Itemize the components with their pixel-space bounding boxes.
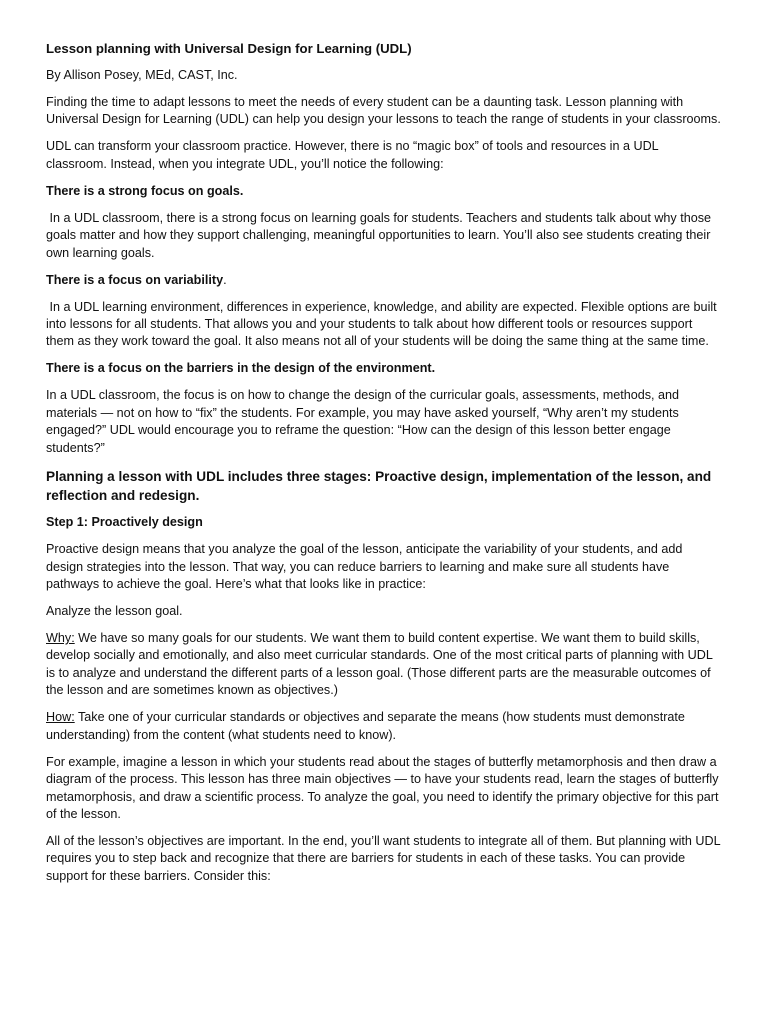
example-paragraph: For example, imagine a lesson in which your students read about the stages of butterfly metamorphosis and then draw a diagram of the process. This lesson has three main objectives — to have your students read, learn the stages of butterfly metamorphosis, and draw a scientific process. To analyze the goal, you need to identify the primary objective for this part of the lesson. [46, 754, 719, 821]
how-label: How: [46, 710, 75, 725]
focus-goals-heading: There is a strong focus on goals. [46, 183, 244, 198]
intro-paragraph: Finding the time to adapt lessons to meet the needs of every student can be a daunting task. Lesson planning with Universal Design for Learning (UDL) can help you design your lessons to teach the range of students in your classrooms. [46, 95, 721, 127]
step1-paragraph: Proactive design means that you analyze the goal of the lesson, anticipate the variability of your students, and add design strategies into the lesson. That way, you can reduce barriers to learning and make sure all students have pathways to achieve the goal. Here’s what that looks like in practice: [46, 542, 683, 592]
focus-variability-heading-line [46, 272, 722, 289]
focus-variability-paragraph: In a UDL learning environment, differences in experience, knowledge, and ability are expected. Flexible options are built into lessons for all students. That allows you and your students to talk about how different tools or resources support them as they work toward the goal. It also means not all of your students will be doing the same thing at the same time. [46, 299, 721, 349]
why-paragraph [46, 630, 722, 700]
focus-barriers-paragraph: In a UDL classroom, the focus is on how to change the design of the curricular goals, assessments, methods, and materials — not on how to “fix” the students. For example, you may have asked yourself, “Why aren’t my students engaged?” UDL would encourage you to reframe the question: “How can the design of this lesson better engage students?” [46, 388, 680, 455]
how-paragraph [46, 709, 722, 744]
focus-variability-heading: There is a focus on variability [46, 272, 224, 287]
how-body: Take one of your curricular standards or objectives and separate the means (how students must demonstrate understanding) from the content (what students need to know). [46, 710, 689, 742]
objectives-paragraph: All of the lesson’s objectives are important. In the end, you’ll want students to integrate all of them. But planning with UDL requires you to step back and recognize that there are barriers for students in each of these tasks. You can provide support for these barriers. Consider this: [46, 833, 721, 883]
planning-heading: Planning a lesson with UDL includes three stages: Proactive design, implementation of the lesson, and reflection and redesign. [46, 468, 712, 503]
focus-variability-period: . [223, 272, 227, 287]
step1-heading: Step 1: Proactively design [46, 515, 203, 530]
focus-barriers-heading: There is a focus on the barriers in the design of the environment. [46, 361, 436, 376]
document-title: Lesson planning with Universal Design for Learning (UDL) [46, 41, 412, 56]
why-body: We have so many goals for our students. We want them to build content expertise. We want them to build skills, develop socially and emotionally, and also meet curricular standards. One of the most critical parts of planning with UDL is to analyze and understand the different parts of a lesson goal. (Those different parts are the measurable outcomes of the lesson and are sometimes known as objectives.) [46, 631, 716, 698]
analyze-goal-line: Analyze the lesson goal. [46, 604, 183, 619]
byline: By Allison Posey, MEd, CAST, Inc. [46, 68, 238, 82]
transform-paragraph: UDL can transform your classroom practice. However, there is no “magic box” of tools and resources in a UDL classroom. Instead, when you integrate UDL, you’ll notice the following: [46, 139, 659, 171]
why-label: Why: [46, 631, 75, 646]
document-page [46, 40, 722, 895]
focus-goals-paragraph: In a UDL classroom, there is a strong focus on learning goals for students. Teachers and students talk about why those goals matter and how they support challenging, meaningful opportunities to learn. You’ll also see students creating their own learning goals. [46, 210, 715, 260]
